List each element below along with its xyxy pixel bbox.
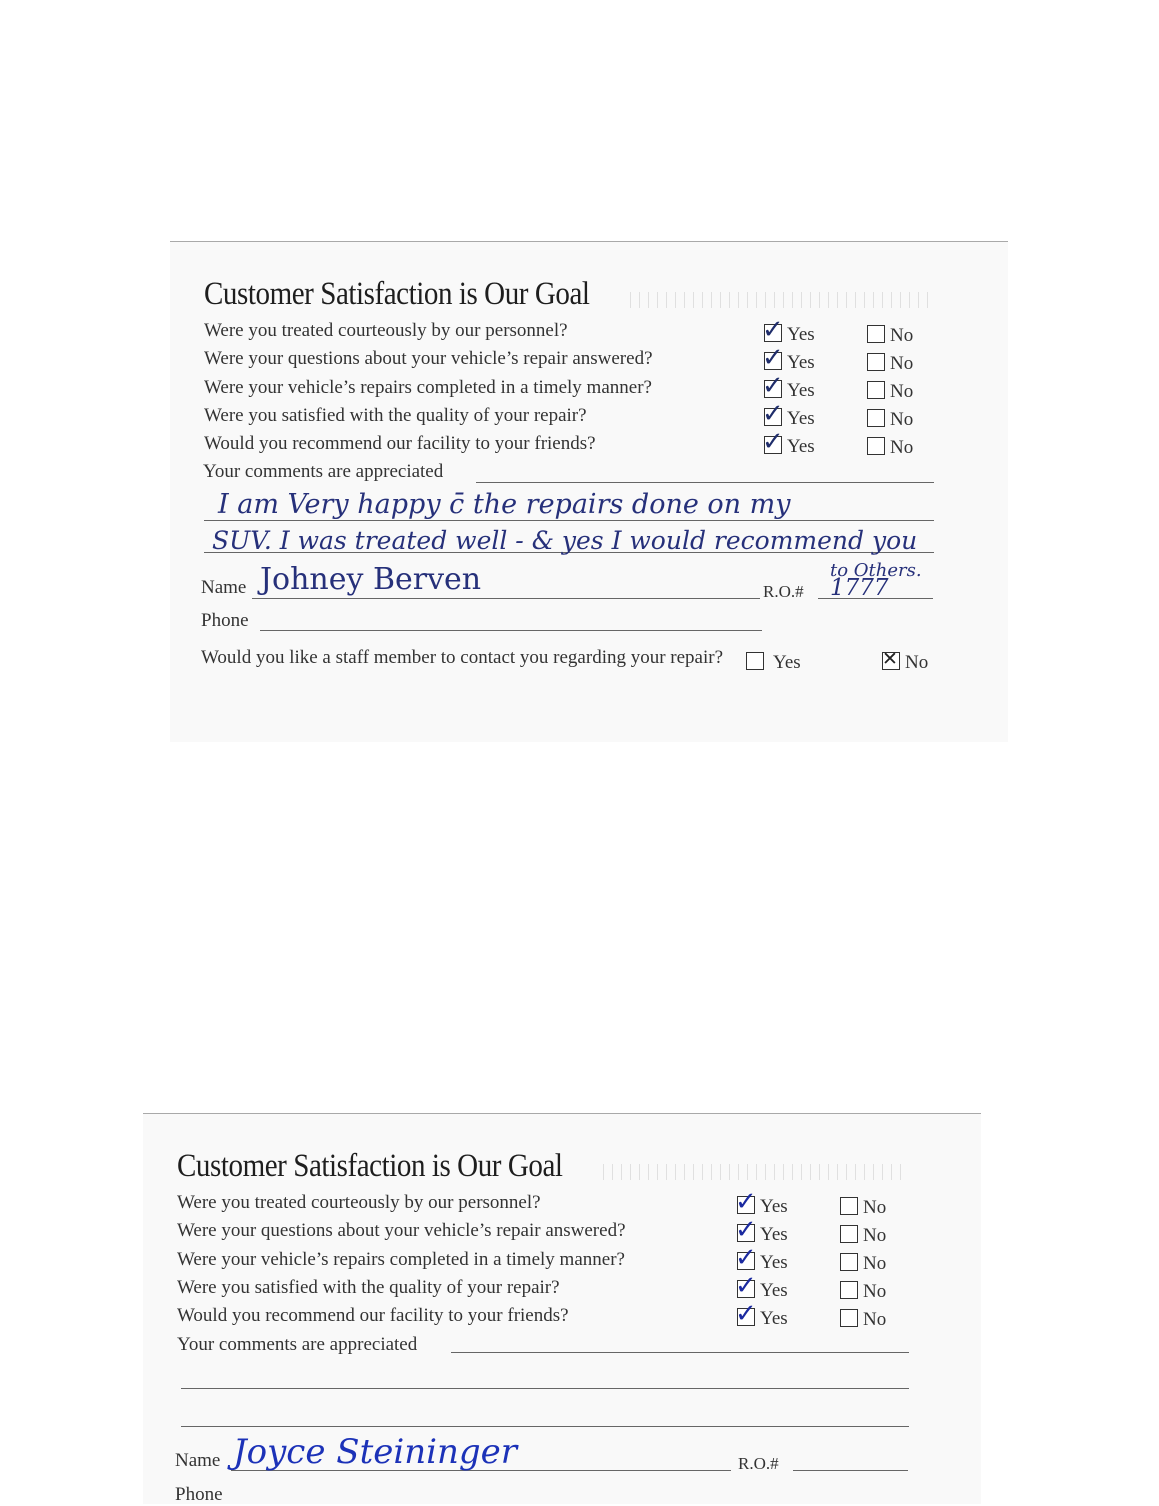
title-decoration [630, 292, 930, 308]
yes-label: Yes [760, 1224, 788, 1245]
no-label: No [890, 381, 914, 402]
yes-label: Yes [760, 1308, 788, 1329]
no-option-answered[interactable] [867, 353, 913, 375]
contact-yes-checkbox[interactable] [746, 652, 764, 670]
yes-checkbox[interactable] [762, 399, 784, 429]
name-label: Name [201, 577, 247, 598]
yes-label: Yes [787, 380, 815, 401]
no-checkbox[interactable] [840, 1253, 858, 1271]
phone-line [260, 630, 762, 631]
phone-label: Phone [175, 1484, 223, 1505]
ro-label: R.O.# [763, 582, 804, 601]
yes-checkbox[interactable] [762, 343, 784, 373]
no-checkbox[interactable] [840, 1281, 858, 1299]
comments-line [451, 1352, 909, 1353]
yes-checkbox[interactable] [762, 315, 784, 345]
yes-label: Yes [760, 1196, 788, 1217]
yes-checkbox[interactable] [735, 1299, 757, 1329]
no-option-answered[interactable] [840, 1225, 886, 1247]
no-label: No [905, 652, 929, 673]
contact-question: Would you like a staff member to contact you regarding your repair? [201, 647, 724, 668]
question-answered: Were your questions about your vehicle’s repair answered? [204, 348, 653, 369]
no-label: No [890, 409, 914, 430]
survey-card-2 [143, 1113, 981, 1504]
title-decoration [603, 1164, 903, 1180]
check-mark-icon: ✓ [735, 1299, 757, 1329]
comments-line [181, 1388, 909, 1389]
yes-label: Yes [760, 1280, 788, 1301]
check-mark-icon: ✓ [762, 371, 784, 401]
contact-no-option[interactable] [882, 648, 929, 674]
no-checkbox[interactable] [867, 353, 885, 371]
yes-option-recommend[interactable] [735, 1299, 788, 1330]
no-label: No [890, 353, 914, 374]
yes-checkbox[interactable] [735, 1215, 757, 1245]
comments-label: Your comments are appreciated [177, 1334, 418, 1355]
comments-line [204, 520, 934, 521]
handwritten-comment-line-2: SUV. I was treated well - & yes I would recommend you [212, 526, 918, 555]
no-option-quality[interactable] [867, 409, 913, 431]
handwritten-ro-number: 1777 [830, 575, 889, 601]
no-label: No [890, 325, 914, 346]
contact-no-checkbox[interactable] [882, 648, 900, 670]
check-mark-icon: ✓ [735, 1215, 757, 1245]
check-mark-icon: ✓ [735, 1271, 757, 1301]
comments-line [476, 482, 934, 483]
question-recommend: Would you recommend our facility to your friends? [177, 1305, 569, 1326]
yes-checkbox[interactable] [762, 427, 784, 457]
no-checkbox[interactable] [840, 1197, 858, 1215]
check-mark-icon: ✓ [762, 427, 784, 457]
no-checkbox[interactable] [867, 381, 885, 399]
check-mark-icon: ✓ [762, 343, 784, 373]
question-answered: Were your questions about your vehicle’s repair answered? [177, 1220, 626, 1241]
comments-line [181, 1426, 909, 1427]
question-quality: Were you satisfied with the quality of your repair? [204, 405, 587, 426]
handwritten-comment-line-3: to Others. [830, 560, 922, 581]
no-label: No [863, 1225, 887, 1246]
no-label: No [890, 437, 914, 458]
contact-yes-option[interactable] [746, 652, 801, 674]
check-mark-icon: ✓ [735, 1187, 757, 1217]
yes-checkbox[interactable] [735, 1271, 757, 1301]
yes-label: Yes [773, 652, 801, 673]
yes-label: Yes [787, 324, 815, 345]
yes-label: Yes [787, 436, 815, 457]
no-checkbox[interactable] [867, 325, 885, 343]
yes-checkbox[interactable] [735, 1187, 757, 1217]
yes-label: Yes [787, 408, 815, 429]
yes-checkbox[interactable] [735, 1243, 757, 1273]
ro-label: R.O.# [738, 1454, 779, 1473]
form-title: Customer Satisfaction is Our Goal [204, 276, 590, 312]
name-line [252, 598, 760, 599]
no-option-quality[interactable] [840, 1281, 886, 1303]
question-recommend: Would you recommend our facility to your friends? [204, 433, 596, 454]
check-mark-icon: ✓ [762, 315, 784, 345]
name-label: Name [175, 1450, 221, 1471]
no-option-timely[interactable] [867, 381, 913, 403]
handwritten-name: Johney Berven [260, 562, 482, 597]
handwritten-comment-line-1: I am Very happy c̄ the repairs done on my [218, 489, 791, 520]
handwritten-name: Joyce Steininger [233, 1432, 518, 1472]
yes-option-recommend[interactable] [762, 427, 815, 458]
question-timely: Were your vehicle’s repairs completed in a timely manner? [204, 377, 652, 398]
survey-card-1 [170, 241, 1008, 742]
ro-line [793, 1470, 908, 1471]
no-label: No [863, 1253, 887, 1274]
no-option-courteous[interactable] [867, 325, 913, 347]
yes-label: Yes [760, 1252, 788, 1273]
no-label: No [863, 1309, 887, 1330]
no-label: No [863, 1197, 887, 1218]
form-title: Customer Satisfaction is Our Goal [177, 1148, 563, 1184]
phone-label: Phone [201, 610, 249, 631]
no-checkbox[interactable] [867, 409, 885, 427]
question-courteous: Were you treated courteously by our personnel? [204, 320, 568, 341]
no-label: No [863, 1281, 887, 1302]
yes-checkbox[interactable] [762, 371, 784, 401]
x-mark-icon: ✕ [882, 648, 898, 670]
no-option-recommend[interactable] [840, 1309, 886, 1331]
no-option-recommend[interactable] [867, 437, 913, 459]
no-checkbox[interactable] [867, 437, 885, 455]
no-checkbox[interactable] [840, 1309, 858, 1327]
no-option-timely[interactable] [840, 1253, 886, 1275]
no-checkbox[interactable] [840, 1225, 858, 1243]
comments-label: Your comments are appreciated [203, 461, 444, 482]
no-option-courteous[interactable] [840, 1197, 886, 1219]
yes-label: Yes [787, 352, 815, 373]
question-timely: Were your vehicle’s repairs completed in a timely manner? [177, 1249, 625, 1270]
check-mark-icon: ✓ [762, 399, 784, 429]
question-quality: Were you satisfied with the quality of your repair? [177, 1277, 560, 1298]
question-courteous: Were you treated courteously by our personnel? [177, 1192, 541, 1213]
check-mark-icon: ✓ [735, 1243, 757, 1273]
